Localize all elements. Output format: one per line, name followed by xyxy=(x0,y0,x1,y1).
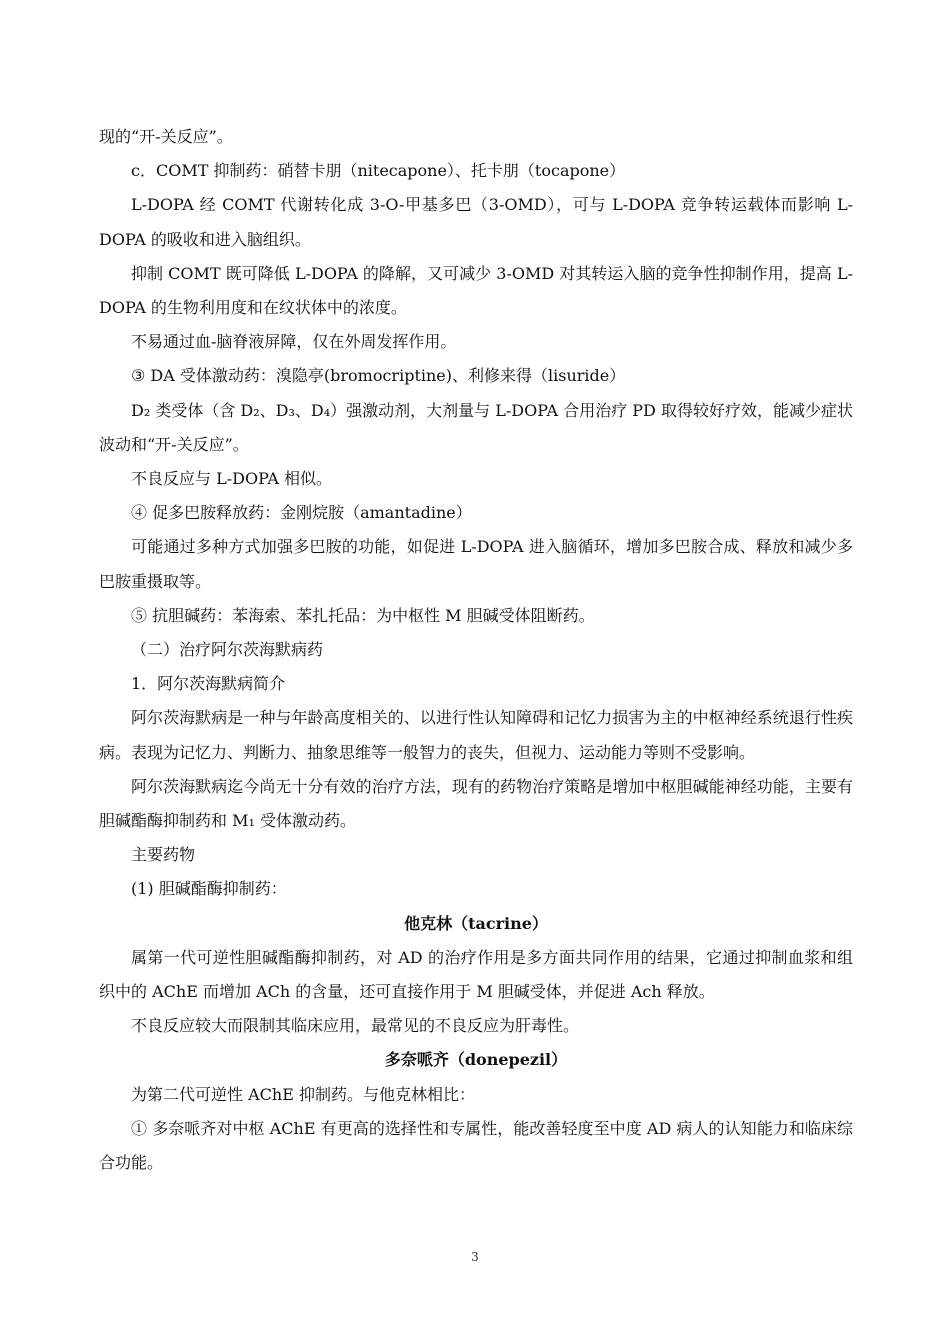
paragraph: 属第一代可逆性胆碱酯酶抑制药，对 AD 的治疗作用是多方面共同作用的结果，它通过抑制血浆和组织中的 AChE 而增加 ACh 的含量，还可直接作用于 M 胆碱受体，并促进 Ach 释放。 xyxy=(99,947,853,1002)
paragraph: ④ 促多巴胺释放药：金刚烷胺（amantadine） xyxy=(131,503,472,523)
paragraph: ① 多奈哌齐对中枢 AChE 有更高的选择性和专属性，能改善轻度至中度 AD 病人的认知能力和临床综合功能。 xyxy=(99,1118,853,1173)
paragraph: 阿尔茨海默病迄今尚无十分有效的治疗方法，现有的药物治疗策略是增加中枢胆碱能神经功能，主要有胆碱酯酶抑制药和 M₁ 受体激动药。 xyxy=(99,776,853,831)
drug-heading-tacrine: 他克林（tacrine） xyxy=(404,913,548,933)
paragraph: 抑制 COMT 既可降低 L-DOPA 的降解，又可减少 3-OMD 对其转运入脑的竞争性抑制作用，提高 L-DOPA 的生物利用度和在纹状体中的浓度。 xyxy=(99,263,853,318)
subsection-heading: 1．阿尔茨海默病简介 xyxy=(131,674,286,694)
paragraph: 现的“开-关反应”。 xyxy=(99,127,233,146)
paragraph: 为第二代可逆性 AChE 抑制药。与他克林相比： xyxy=(131,1084,475,1104)
paragraph: 主要药物 xyxy=(131,845,196,865)
paragraph: ⑤ 抗胆碱药：苯海索、苯扎托品：为中枢性 M 胆碱受体阻断药。 xyxy=(131,605,595,625)
paragraph: ③ DA 受体激动药：溴隐亭(bromocriptine)、利修来得（lisuride） xyxy=(131,366,626,386)
page-content xyxy=(99,120,853,1180)
paragraph: c．COMT 抑制药：硝替卡朋（nitecapone）、托卡朋（tocapone） xyxy=(131,161,626,181)
section-heading: （二）治疗阿尔茨海默病药 xyxy=(131,640,324,660)
paragraph: L-DOPA 经 COMT 代谢转化成 3-O-甲基多巴（3-OMD），可与 L-DOPA 竞争转运载体而影响 L-DOPA 的吸收和进入脑组织。 xyxy=(99,195,853,249)
paragraph: 不良反应较大而限制其临床应用，最常见的不良反应为肝毒性。 xyxy=(131,1016,580,1036)
page-number: 3 xyxy=(471,1250,479,1264)
paragraph: 不易通过血-脑脊液屏障，仅在外周发挥作用。 xyxy=(131,332,457,352)
paragraph: 阿尔茨海默病是一种与年龄高度相关的、以进行性认知障碍和记忆力损害为主的中枢神经系统退行性疾病。表现为记忆力、判断力、抽象思维等一般智力的丧失，但视力、运动能力等则不受影响。 xyxy=(99,708,853,762)
paragraph: (1) 胆碱酯酶抑制药： xyxy=(131,879,287,899)
paragraph: 可能通过多种方式加强多巴胺的功能，如促进 L-DOPA 进入脑循环，增加多巴胺合成、释放和减少多巴胺重摄取等。 xyxy=(99,537,853,591)
paragraph: 不良反应与 L-DOPA 相似。 xyxy=(131,469,333,489)
drug-heading-donepezil: 多奈哌齐（donepezil） xyxy=(384,1050,568,1070)
paragraph: D₂ 类受体（含 D₂、D₃、D₄）强激动剂，大剂量与 L-DOPA 合用治疗 PD 取得较好疗效，能减少症状波动和“开-关反应”。 xyxy=(99,400,853,454)
